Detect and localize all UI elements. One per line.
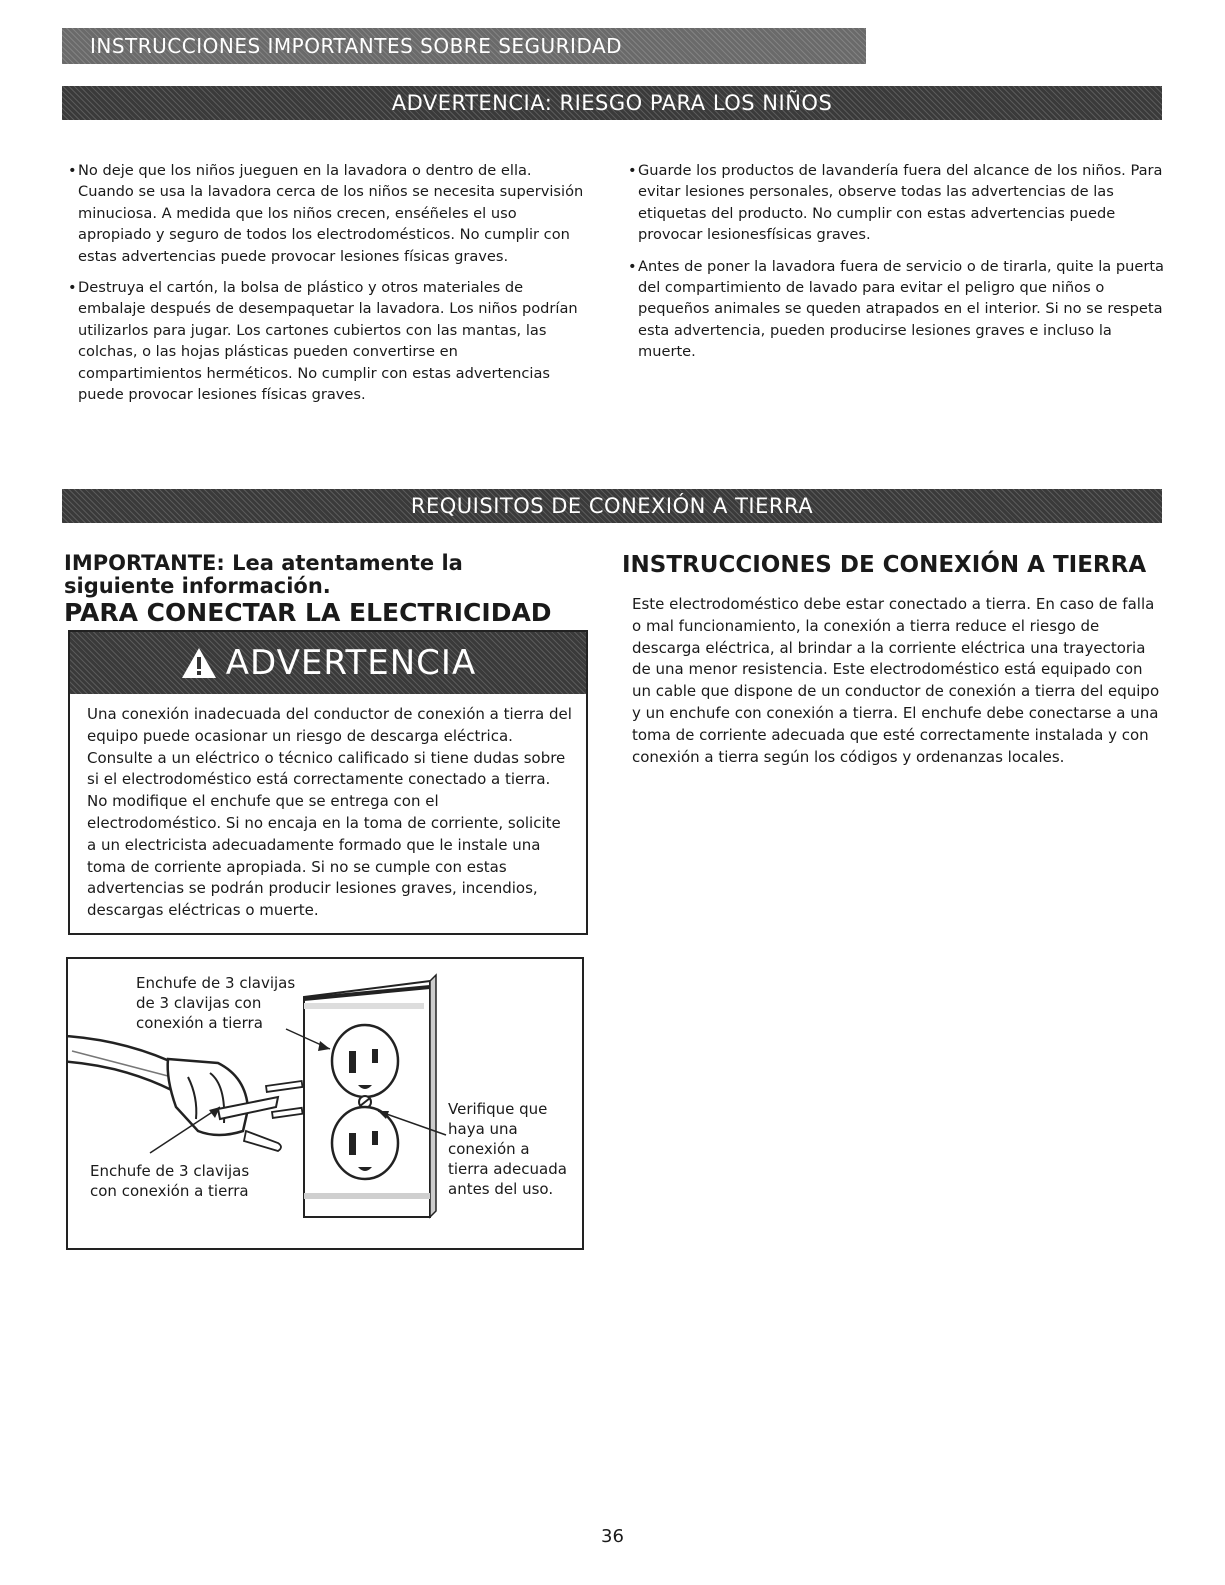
warning-label: ADVERTENCIA [225,643,477,683]
figure-label-right: Verifique que haya una conexión a tierra adecuada antes del uso. [448,1100,567,1198]
connect-electricity-heading: PARA CONECTAR LA ELECTRICIDAD [64,598,552,627]
grounding-instructions-paragraph: Este electrodoméstico debe estar conectado a tierra. En caso de falla o mal funcionamiento, la conexión a tierra reduce el riesgo de descarga eléctrica, al brindar a la corriente eléctrica una trayectoria de una menor resistencia. Este electrodoméstico está equipado con un cable que dispone de un conductor de conexión a tierra del equipo y un enchufe con conexión a tierra. El enchufe debe conectarse a una toma de corriente adecuada que esté correctamente instalada y con conexión a tierra según los códigos y ordenanzas locales. [632,595,1160,766]
figure-label-bottom: Enchufe de 3 clavijas con conexión a tierra [90,1162,250,1200]
warning-text: Una conexión inadecuada del conductor de conexión a tierra del equipo puede ocasionar un riesgo de descarga eléctrica. Consulte a un eléctrico o técnico calificado si tiene dudas sobre si el electrodoméstico está correctamente conectado a tierra. No modifique el enchufe que se entrega con el electrodoméstico. Si no encaja en la toma de corriente, solicite a un electricista adecuadamente formado que le instale una toma de corriente apropiada. Si no se cumple con estas advertencias se podrán producir lesiones graves, incendios, descargas eléctricas o muerte. [87,705,572,920]
children-warning-bar [62,86,1162,120]
important-heading-line-1: IMPORTANTE: Lea atentamente la [64,551,463,575]
children-warning-left-column [64,160,586,415]
grounding-requirements-title: REQUISITOS DE CONEXIÓN A TIERRA [410,494,814,518]
header-title: INSTRUCCIONES IMPORTANTES SOBRE SEGURIDAD [90,34,623,58]
important-heading-2 [64,575,331,597]
children-warning-title: ADVERTENCIA: RIESGO PARA LOS NIÑOS [391,91,833,115]
grounding-instructions-text [632,594,1162,768]
important-heading [64,552,463,574]
bullet-paragraph: • Guarde los productos de lavandería fuera del alcance de los niños. Para evitar lesiones personales, observe todas las advertencias de las etiquetas del producto. No cumplir con estas advertencias puede provocar lesionesfísicas graves. [624,160,1164,246]
grounding-requirements-bar [62,489,1162,523]
children-warning-right-column [624,160,1164,373]
grounding-instructions-heading: INSTRUCCIONES DE CONEXIÓN A TIERRA [622,552,1147,578]
electrical-warning-box [68,630,588,935]
warning-triangle-icon [180,646,218,680]
header-title-bar [62,28,866,64]
page-number: 36 [601,1526,624,1547]
warning-header [70,632,586,694]
bullet-paragraph: • No deje que los niños jueguen en la lavadora o dentro de ella. Cuando se usa la lavadora cerca de los niños se necesita supervisión minuciosa. A medida que los niños crecen, enséñeles el uso apropiado y seguro de todos los electrodomésticos. No cumplir con estas advertencias puede provocar lesiones físicas graves. [64,160,586,267]
bullet-paragraph: • Antes de poner la lavadora fuera de servicio o de tirarla, quite la puerta del compartimiento de lavado para evitar el peligro que niños o pequeños animales se queden atrapados en el interior. Si no se respeta esta advertencia, pueden producirse lesiones graves e incluso la muerte. [624,256,1164,363]
important-heading-line-2: siguiente información. [64,574,331,598]
grounded-plug-figure [66,957,584,1250]
bullet-paragraph: • Destruya el cartón, la bolsa de plástico y otros materiales de embalaje después de desempaquetar la lavadora. Los niños podrían utilizarlos para jugar. Los cartones cubiertos con las mantas, las colchas, o las hojas plásticas pueden convertirse en compartimientos herméticos. No cumplir con estas advertencias puede provocar lesiones físicas graves. [64,277,586,405]
figure-label-top: Enchufe de 3 clavijas de 3 clavijas con conexión a tierra [136,974,296,1032]
